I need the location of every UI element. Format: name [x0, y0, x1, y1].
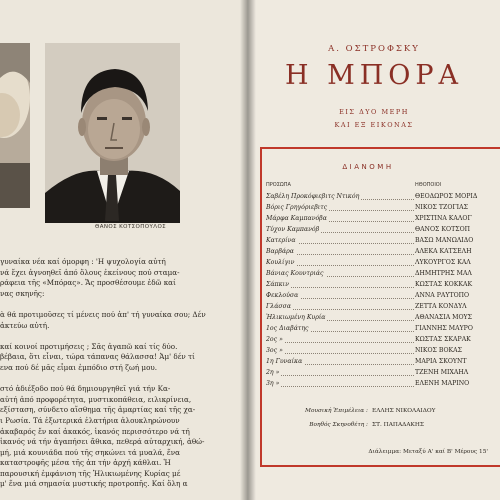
cast-row [266, 247, 500, 257]
cast-role-label: Βόρις Γρηγόριεβιτς [266, 204, 328, 211]
cast-actor: ΕΛΕΝΗ ΜΑΡΙΝΟ [415, 380, 470, 387]
cast-role [266, 313, 414, 323]
cast-role [266, 357, 414, 367]
cast-actor: ΚΩΣΤΑΣ ΚΟΚΚΑΚ [415, 281, 473, 288]
right-page [248, 0, 500, 500]
text-line [0, 299, 242, 310]
cast-role [266, 368, 414, 378]
cast-role [266, 214, 414, 224]
cast-heading: ΔΙΑΝΟΜΗ [342, 163, 394, 171]
cast-role-label: Μάρφα Καμπανόβα [266, 215, 327, 222]
cast-row [266, 324, 500, 334]
cast-role-label: 2η » [266, 369, 280, 376]
cast-role [266, 236, 414, 246]
cast-actor: ΑΛΕΚΑ ΚΑΤΣΕΛΗ [415, 248, 472, 255]
cast-actor: ΚΩΣΤΑΣ ΣΚΑΡΑΚ [415, 336, 471, 343]
cast-actor: ΑΝΝΑ ΡΑΥΤΟΠΟ [415, 292, 470, 299]
text-line: στό ἀδιέξοδο πού θά δημιουργηθεῖ γιά τήν Κα- [0, 384, 171, 394]
cast-role-label: 3ος » [266, 347, 283, 354]
cast-role-label: Σάπκιν [266, 281, 289, 288]
play-title: Η ΜΠΟΡΑ [284, 60, 464, 91]
cast-role [266, 247, 414, 257]
cast-role-label: 2ος » [266, 336, 283, 343]
photo-caption: ΘΑΝΟΣ ΚΟΤΣΟΠΟΥΛΟΣ [95, 224, 167, 230]
actor-portrait-photo [45, 43, 180, 223]
cast-role-label: 1η Γυναίκα [266, 358, 303, 365]
text-line: μή, μιά κουνιάδα πού τῆς σηκώνει τά μυαλά, ἕνα [0, 447, 180, 457]
cast-role [266, 302, 414, 312]
cast-row [266, 313, 500, 323]
cast-actor: ΜΑΡΙΑ ΣΚΟΥΝΤ [415, 358, 467, 365]
music-value: ΕΛΛΗΣ ΝΙΚΟΛΑΙΔΟΥ [372, 408, 436, 414]
cast-actor: ΘΑΝΟΣ ΚΟΤΣΟΠ [415, 226, 471, 233]
text-line: βέβαια, ὅτι εἶναι, τώρα τάπανας θάλασσα! Ἀμ' δέν τί [0, 352, 195, 362]
cast-row [266, 280, 500, 290]
assistant-value: ΣΤ. ΠΑΠΑΔΑΚΗΣ [372, 422, 424, 428]
interval-note: Διάλειμμα: Μεταξύ Α' καί Β' Μέρους 15' [368, 449, 488, 455]
cast-role-label: Βαρβάρα [266, 248, 294, 255]
play-subtitle-scenes: ΚΑΙ ΕΞ ΕΙΚΟΝΑΣ [334, 121, 414, 129]
cast-row [266, 192, 500, 202]
play-subtitle-parts: ΕΙΣ ΔΥΟ ΜΕΡΗ [339, 108, 409, 116]
cast-role-label: Σαβέλη Προκόφιεβιτς Ντικόη [266, 193, 360, 200]
cast-role-label: Τύχον Καμπανόβ [266, 226, 320, 233]
text-line: παρουσική ἐμφάνιση τῆς Ἠλικιωμένης Κυρίας μέ [0, 468, 181, 478]
cast-role-label: Φεκλούσα [266, 292, 299, 299]
cast-row [266, 379, 500, 389]
actors-header: ΗΘΟΠΟΙΟΙ [415, 182, 442, 188]
cast-actor: ΒΑΣΩ ΜΑΝΩΛΙΔΟ [415, 237, 474, 244]
text-line [0, 374, 242, 385]
cast-row [266, 291, 500, 301]
cast-actor: ΛΥΚΟΥΡΓΟΣ ΚΑΛ [415, 259, 471, 266]
cast-row [266, 368, 500, 378]
text-line: ράφεια τῆς «Μπόρας». Ἄς προσθέσουμε ἐδῶ καί [0, 278, 176, 288]
cast-row [266, 258, 500, 268]
assistant-label: Βοηθός Σκηνοθέτη : [309, 422, 368, 428]
cast-role-label: Βάνιας Κουντριάς [266, 270, 324, 277]
cast-role-label: Κατερίνα [266, 237, 296, 244]
text-line: εξίσταση, σύνδετο αἴσθημα τῆς ἁμαρτίας καί τῆς χα- [0, 405, 196, 415]
cast-row [266, 214, 500, 224]
cast-role-label: Γλάσσα [266, 303, 292, 310]
text-line: νά ἔχει ἀγνοηθεῖ ἀπό ὅλους ἐκείνους πού σταμα- [0, 267, 180, 277]
cast-role [266, 225, 414, 235]
text-line: αὐτή ἀπό προφορέτητα, μυστικοπάθεια, ειλικρίνεια, [0, 394, 192, 404]
cast-role-label: 1ος Διαβάτης [266, 325, 309, 332]
cast-actor: ΝΙΚΟΣ ΤΖΟΓΙΑΣ [415, 204, 468, 211]
text-line [0, 331, 242, 342]
cast-role [266, 258, 414, 268]
cast-actor: ΝΙΚΟΣ ΒΟΚΑΣ [415, 347, 462, 354]
text-line: ι Ρωσία. Τά ἐξωτερικά ἐλατήρια ἀλουκληρώνουν [0, 415, 180, 425]
text-line: ενα πού δέ μᾶς εἶμαι ἐμπόδιο στή ζωή μου. [0, 362, 158, 372]
cast-role [266, 346, 414, 356]
cast-role-label: Κουλίγιν [266, 259, 295, 266]
cast-role [266, 280, 414, 290]
cast-role [266, 324, 414, 334]
cast-actor: ΔΗΜΗΤΡΗΣ ΜΑΛ [415, 270, 472, 277]
essay-text [0, 257, 242, 490]
text-line: καί κοινοί προτιμήσεις ; Σᾶς ἀγαπῶ καί τίς δύο. [0, 341, 178, 351]
cast-row [266, 203, 500, 213]
actress-photo [0, 43, 30, 208]
text-line: ἀκτεύω αὐτή. [0, 320, 50, 330]
cast-role [266, 269, 414, 279]
cast-row [266, 302, 500, 312]
cast-row [266, 236, 500, 246]
text-line: καταστροφῆς μέσα τῆς ἀπ τήν ἀρχή κάθλαι. Ἡ [0, 458, 171, 468]
text-line: μ' ἕνα μιά σημασία μυστικής προτροπῆς. Καί ὅλη α [0, 479, 188, 489]
cast-role-label: Ἠλικιωμένη Κυρία [266, 314, 326, 321]
book-gutter [240, 0, 256, 500]
cast-role [266, 379, 414, 389]
cast-role [266, 203, 414, 213]
cast-actor: ΖΕΤΤΑ ΚΟΝΔΥΛ [415, 303, 467, 310]
cast-row [266, 269, 500, 279]
cast-role [266, 291, 414, 301]
text-line: γυναίκα νέα καί όμορφη : 'Η ψυχολογία αὐτή [0, 257, 166, 266]
cast-actor: ΤΖΕΝΗ ΜΙΧΑΗΛ [415, 369, 469, 376]
text-line: νας σκηνῆς: [0, 288, 45, 298]
roles-header: ΠΡΟΣΩΠΑ [266, 182, 291, 188]
cast-row [266, 335, 500, 345]
text-line: ἱκανός νά τήν ἀγαπήσει ἄθικα, πεθερά αὐταρχική, ἀθώ- [0, 437, 205, 447]
cast-row [266, 225, 500, 235]
cast-actor: ΧΡΙΣΤΙΝΑ ΚΑΛΟΓ [415, 215, 472, 222]
text-line: ὰ θά προτιμοῦσες τί μένεις πού ἀπ' τή γυναίκα σου; Δέν [0, 309, 206, 319]
text-line: ἀκαβαρός ἔν καί ἀκακός, ἱκανός περισσότερο νά τή [0, 426, 190, 436]
cast-actor: ΘΕΟΔΩΡΟΣ ΜΟΡΙΔ [415, 193, 478, 200]
left-page [0, 0, 248, 500]
cast-actor: ΓΙΑΝΝΗΣ ΜΑΥΡΟ [415, 325, 473, 332]
cast-row [266, 346, 500, 356]
cast-role [266, 192, 414, 202]
cast-row [266, 357, 500, 367]
author-name: Α. ΟΣΤΡΟΦΣΚΥ [328, 44, 420, 54]
music-label: Μουσική Ἐπιμέλεια : [305, 408, 368, 414]
cast-actor: ΑΘΑΝΑΣΙΑ ΜΟΥΣ [415, 314, 473, 321]
cast-role-label: 3η » [266, 380, 280, 387]
cast-role [266, 335, 414, 345]
